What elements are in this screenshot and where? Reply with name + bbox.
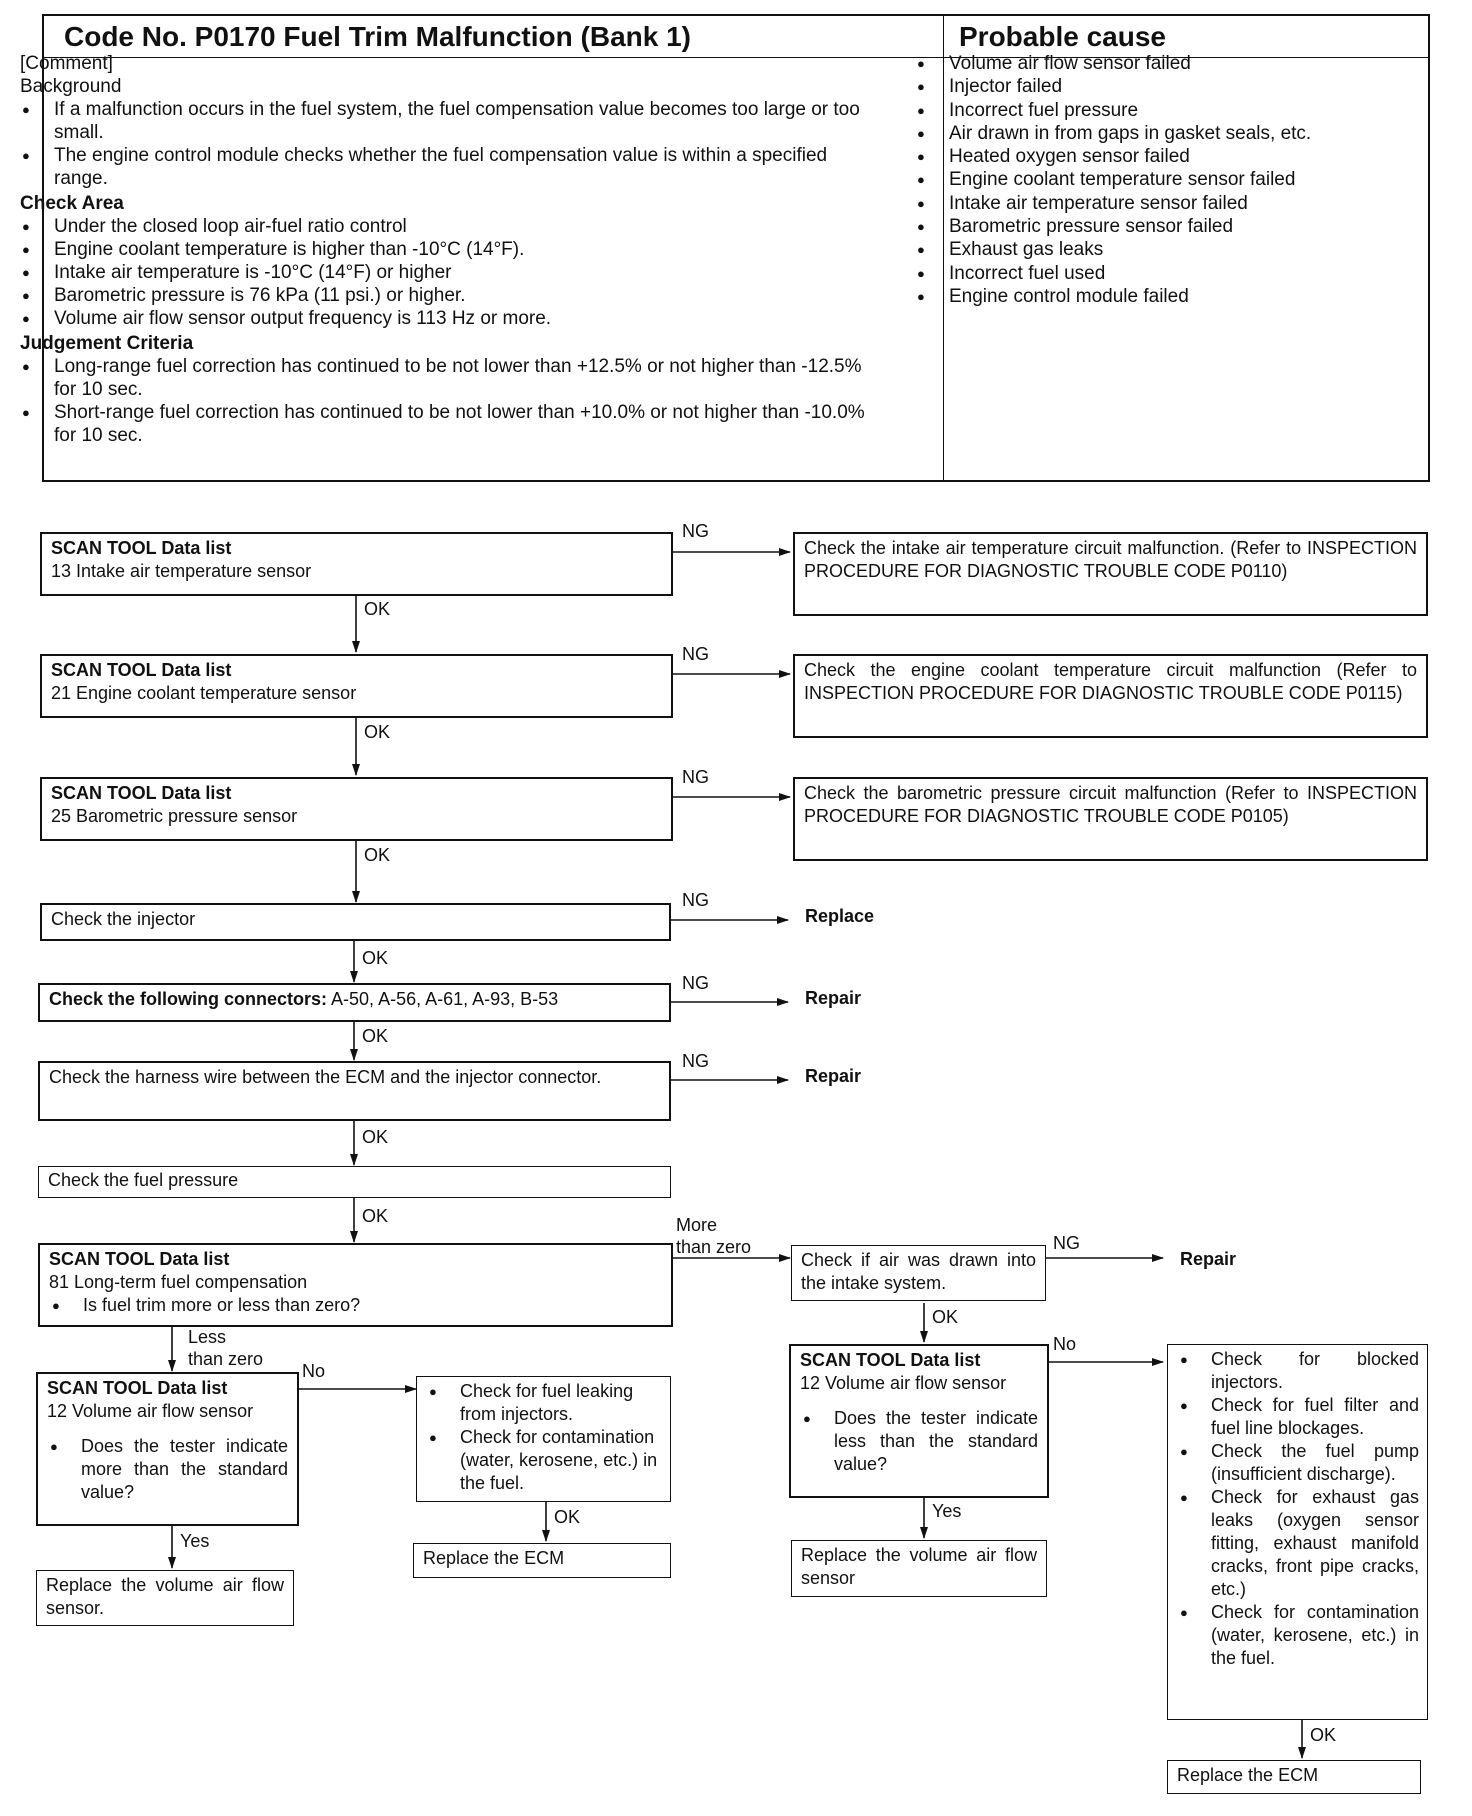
ng-label: NG — [682, 767, 709, 787]
check-area-item: ● Intake air temperature is -10°C (14°F) or higher — [20, 261, 880, 284]
judgement-label: Judgement Criteria — [20, 333, 194, 354]
box-item: 81 Long-term fuel compensation — [49, 1272, 308, 1292]
box-title: SCAN TOOL Data list — [51, 538, 232, 558]
probable-cause-item: ● Heated oxygen sensor failed — [915, 145, 1405, 168]
more-than-zero-label — [676, 1214, 751, 1258]
check-item: ● Check for exhaust gas leaks (oxygen sensor fitting, exhaust manifold cracks, front pipe cracks, etc.) — [1177, 1486, 1419, 1601]
replace-ecm-left-box — [413, 1543, 671, 1578]
code-title: Code No. P0170 Fuel Trim Malfunction (Bank 1) — [64, 21, 691, 52]
no-label: No — [1053, 1334, 1077, 1354]
probable-cause-item: ● Incorrect fuel used — [915, 262, 1405, 285]
ng-label: NG — [682, 521, 709, 541]
probable-cause-title: Probable cause — [959, 21, 1166, 52]
coolant-circuit-box — [793, 654, 1428, 738]
box-text: Check the fuel pressure — [48, 1170, 239, 1190]
check-item: ● Check for fuel leaking from injectors. — [426, 1380, 661, 1426]
box-title: SCAN TOOL Data list — [51, 783, 232, 803]
ok-label: OK — [1310, 1725, 1337, 1745]
scan-tool-coolant-box — [40, 654, 673, 718]
fuel-leak-checks-box — [416, 1376, 671, 1502]
replace-ecm-right-box — [1167, 1760, 1421, 1794]
background-label: Background — [20, 76, 122, 97]
connectors-list: A-50, A-56, A-61, A-93, B-53 — [327, 989, 559, 1009]
background-item: ● If a malfunction occurs in the fuel system, the fuel compensation value becomes too large or too small. — [20, 98, 880, 144]
ng-label: NG — [682, 890, 709, 910]
scan-tool-vaf-more-box — [36, 1372, 299, 1526]
box-item: 21 Engine coolant temperature sensor — [51, 683, 357, 703]
less-than-zero-label — [188, 1326, 263, 1370]
label-line: than zero — [188, 1349, 264, 1369]
probable-cause-item: ● Engine coolant temperature sensor failed — [915, 168, 1405, 191]
repair-result: Repair — [805, 1066, 862, 1086]
check-fuel-pressure-box — [38, 1166, 671, 1198]
box-text: Check the injector — [51, 909, 196, 929]
check-area-item: ● Barometric pressure is 76 kPa (11 psi.) or higher. — [20, 284, 880, 307]
replace-vaf-right-box — [791, 1540, 1047, 1597]
ok-label: OK — [362, 1206, 389, 1226]
scan-tool-barometric-box — [40, 777, 673, 841]
ng-label: NG — [682, 644, 709, 664]
box-item: 12 Volume air flow sensor — [47, 1401, 254, 1421]
yes-label: Yes — [180, 1531, 210, 1551]
box-text: Replace the ECM — [1177, 1765, 1319, 1785]
replace-result: Replace — [805, 906, 875, 926]
fuel-system-checks-box — [1167, 1344, 1428, 1720]
intake-air-circuit-box — [793, 532, 1428, 616]
judgement-item: ● Short-range fuel correction has continued to be not lower than +10.0% or not higher than -10.0% for 10 sec. — [20, 401, 880, 447]
ok-label: OK — [554, 1507, 581, 1527]
box-question: ● Does the tester indicate less than the standard value? — [800, 1407, 1038, 1476]
ok-label: OK — [364, 845, 391, 865]
box-question: ● Does the tester indicate more than the standard value? — [47, 1435, 288, 1504]
scan-tool-fuel-compensation-box — [38, 1243, 673, 1327]
repair-result: Repair — [805, 988, 862, 1008]
box-item: 25 Barometric pressure sensor — [51, 806, 298, 826]
ok-label: OK — [364, 599, 391, 619]
label-line: More — [676, 1215, 718, 1235]
probable-cause-item: ● Exhaust gas leaks — [915, 238, 1405, 261]
check-area-item: ● Under the closed loop air-fuel ratio control — [20, 215, 880, 238]
check-item: ● Check for contamination (water, kerosene, etc.) in the fuel. — [426, 1426, 661, 1495]
probable-cause-item: ● Volume air flow sensor failed — [915, 52, 1405, 75]
ok-label: OK — [364, 722, 391, 742]
check-item: ● Check for fuel filter and fuel line blockages. — [1177, 1394, 1419, 1440]
check-area-item: ● Engine coolant temperature is higher than -10°C (14°F). — [20, 238, 880, 261]
box-text: Check if air was drawn into the intake system. — [801, 1250, 1036, 1293]
box-title: SCAN TOOL Data list — [800, 1350, 981, 1370]
probable-cause-item: ● Barometric pressure sensor failed — [915, 215, 1405, 238]
box-text: Replace the volume air flow sensor — [801, 1545, 1037, 1588]
box-text: Check the harness wire between the ECM and the injector connector. — [49, 1067, 602, 1087]
box-text: Check the barometric pressure circuit malfunction (Refer to INSPECTION PROCEDURE FOR DIAGNOSTIC TROUBLE CODE P0105) — [804, 783, 1417, 826]
check-harness-box — [38, 1061, 671, 1121]
check-item: ● Check the fuel pump (insufficient discharge). — [1177, 1440, 1419, 1486]
replace-vaf-left-box — [36, 1570, 294, 1626]
check-area-item: ● Volume air flow sensor output frequency is 113 Hz or more. — [20, 307, 880, 330]
ok-label: OK — [932, 1307, 959, 1327]
check-item: ● Check for blocked injectors. — [1177, 1348, 1419, 1394]
scan-tool-intake-air-box — [40, 532, 673, 596]
probable-cause-item: ● Air drawn in from gaps in gasket seals, etc. — [915, 122, 1405, 145]
ng-label: NG — [1053, 1233, 1080, 1253]
box-item: 12 Volume air flow sensor — [800, 1373, 1007, 1393]
check-air-drawn-box — [791, 1245, 1046, 1301]
box-text — [49, 988, 660, 1011]
scan-tool-vaf-less-box — [789, 1344, 1049, 1498]
box-title: SCAN TOOL Data list — [47, 1378, 228, 1398]
judgement-item: ● Long-range fuel correction has continued to be not lower than +12.5% or not higher than -12.5% for 10 sec. — [20, 355, 880, 401]
probable-cause-item: ● Intake air temperature sensor failed — [915, 192, 1405, 215]
repair-result: Repair — [1180, 1249, 1237, 1269]
no-label: No — [302, 1361, 326, 1381]
ok-label: OK — [362, 948, 389, 968]
check-injector-box — [40, 903, 671, 941]
box-item: 13 Intake air temperature sensor — [51, 561, 312, 581]
background-item: ● The engine control module checks whether the fuel compensation value is within a specified range. — [20, 144, 880, 190]
ok-label: OK — [362, 1127, 389, 1147]
connectors-label: Check the following connectors: — [49, 989, 328, 1009]
box-question: ● Is fuel trim more or less than zero? — [49, 1294, 662, 1317]
ng-label: NG — [682, 1051, 709, 1071]
check-area-label: Check Area — [20, 193, 124, 214]
probable-cause-item: ● Injector failed — [915, 75, 1405, 98]
ok-label: OK — [362, 1026, 389, 1046]
check-item: ● Check for contamination (water, kerosene, etc.) in the fuel. — [1177, 1601, 1419, 1670]
label-line: than zero — [676, 1237, 752, 1257]
box-text: Check the engine coolant temperature circuit malfunction (Refer to INSPECTION PROCEDURE FOR DIAGNOSTIC TROUBLE CODE P0115) — [804, 660, 1417, 703]
barometric-circuit-box — [793, 777, 1428, 861]
label-line: Less — [188, 1327, 227, 1347]
probable-cause-item: ● Incorrect fuel pressure — [915, 99, 1405, 122]
box-text: Replace the volume air flow sensor. — [46, 1575, 284, 1618]
yes-label: Yes — [932, 1501, 962, 1521]
probable-cause-item: ● Engine control module failed — [915, 285, 1405, 308]
comment-label: [Comment] — [20, 53, 113, 74]
box-title: SCAN TOOL Data list — [51, 660, 232, 680]
box-title: SCAN TOOL Data list — [49, 1249, 230, 1269]
ng-label: NG — [682, 973, 709, 993]
box-text: Replace the ECM — [423, 1548, 565, 1568]
check-connectors-box — [38, 983, 671, 1022]
box-text: Check the intake air temperature circuit malfunction. (Refer to INSPECTION PROCEDURE FOR DIAGNOSTIC TROUBLE CODE P0110) — [804, 538, 1417, 581]
